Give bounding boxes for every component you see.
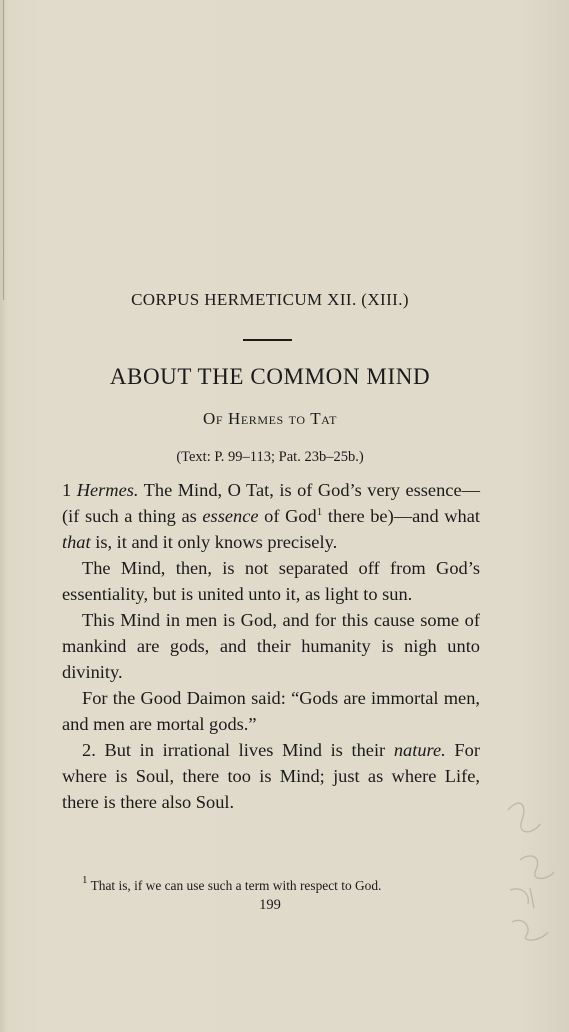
paragraph-1 xyxy=(62,477,480,555)
speaker-name: Hermes. xyxy=(76,480,139,500)
margin-pencil-marks xyxy=(500,790,565,950)
footnote xyxy=(82,874,482,895)
footnote-text: That is, if we can use such a term with respect to God. xyxy=(87,878,382,893)
paragraph-number: 1 xyxy=(62,480,72,500)
page-edge-line xyxy=(3,0,4,300)
footnote-marker: 1 xyxy=(82,874,88,886)
title-rule xyxy=(243,339,292,341)
chapter-title: ABOUT THE COMMON MIND xyxy=(109,364,431,389)
page-number: 199 xyxy=(259,897,281,913)
footnote-reference: 1 xyxy=(316,506,323,518)
emphasis-that: that xyxy=(62,532,91,552)
paragraph-2: The Mind, then, is not separated off from God’s essentiality, but is united unto it, as light to sun. xyxy=(62,558,480,604)
paragraph-text: is, it and it only knows precisely. xyxy=(90,532,338,552)
body-text xyxy=(62,477,480,815)
paragraph-text: of God xyxy=(258,506,317,526)
paragraph-text: For where is Soul, there too is Mind; just as where Life, there is there also Soul. xyxy=(62,740,480,812)
emphasis-nature: nature. xyxy=(393,740,446,760)
paragraph-text: 2. But in irrational lives Mind is their xyxy=(82,740,394,760)
paragraph-text: there be)—and what xyxy=(322,506,480,526)
text-source-reference: (Text: P. 99–113; Pat. 23b–25b.) xyxy=(176,449,364,465)
emphasis-essence: essence xyxy=(202,506,259,526)
chapter-subtitle: Of Hermes to Tat xyxy=(202,409,338,428)
paragraph-4: For the Good Daimon said: “Gods are immortal men, and men are mortal gods.” xyxy=(62,688,480,734)
running-head: CORPUS HERMETICUM XII. (XIII.) xyxy=(131,290,409,309)
paragraph-5 xyxy=(62,737,480,815)
paragraph-3: This Mind in men is God, and for this cause some of mankind are gods, and their humanity is nigh unto divinity. xyxy=(62,610,480,682)
paragraph-text: The Mind, O Tat, is of God’s very essence—(if such a thing as xyxy=(62,480,480,526)
